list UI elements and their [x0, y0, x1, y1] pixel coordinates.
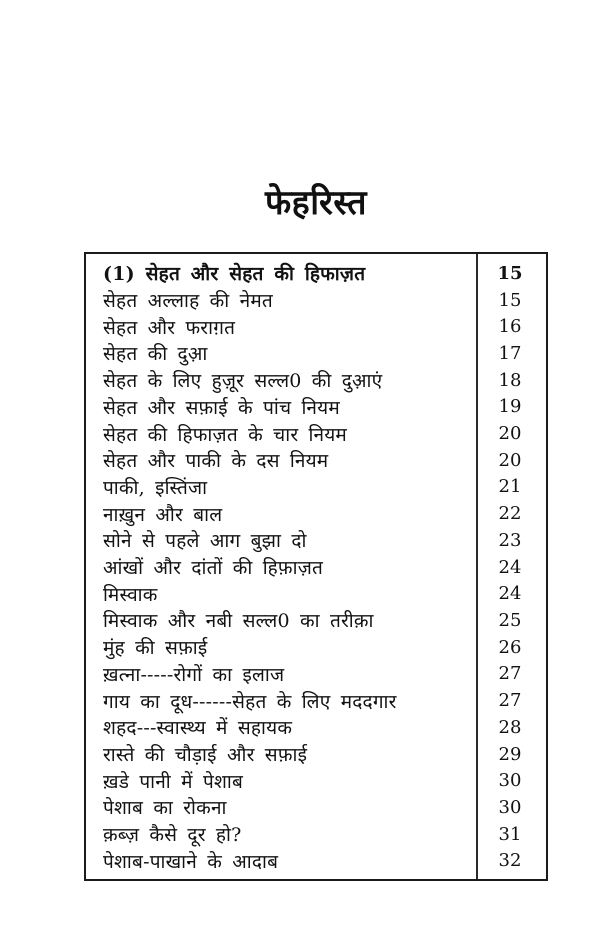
toc-entry-page: 17 — [498, 342, 522, 364]
toc-entry-page: 20 — [498, 449, 522, 471]
page-title: फेहरिस्त — [264, 183, 368, 223]
toc-entry-title: पेशाब-पाखाने के आदाब — [103, 850, 279, 873]
toc-entry-title: सेहत की दुआ़ — [103, 343, 208, 366]
toc-entry-title: सोने से पहले आग बुझा दो — [103, 530, 307, 553]
toc-entry-title: मिस्वाक — [103, 583, 158, 606]
toc-entry-title: क़ब्ज़ कैसे दूर हो? — [103, 824, 242, 847]
toc-entry-page: 15 — [498, 289, 522, 311]
toc-entry-title: सेहत की हिफाज़त के चार नियम — [103, 423, 347, 446]
toc-entry-page: 32 — [498, 850, 522, 872]
toc-entry-page: 31 — [498, 823, 522, 845]
toc-entry-page: 18 — [498, 369, 522, 391]
toc-entry-title: (1) सेहत और सेहत की हिफाज़त — [103, 263, 366, 286]
toc-entry-title: सेहत अल्लाह की नेमत — [103, 290, 273, 313]
toc-entry-page: 25 — [498, 609, 522, 631]
toc-entry-title: पाकी, इस्तिंजा — [103, 476, 208, 499]
toc-entry-title: सेहत के लिए हुज़ूर सल्ल0 की दुआ़एं — [103, 370, 383, 393]
toc-entry-title: ख़त्ना-----रोगों का इलाज — [103, 663, 285, 686]
toc-entry-page: 15 — [497, 262, 523, 284]
toc-entry-title: रास्ते की चौड़ाई और सफ़ाई — [103, 744, 308, 766]
toc-entry-title: पेशाब का रोकना — [103, 797, 227, 820]
toc-entry-title: सेहत और पाकी के दस नियम — [103, 450, 329, 473]
toc-entry-page: 21 — [498, 476, 522, 498]
toc-entry-title: मिस्वाक और नबी सल्ल0 का तरीक़ा — [103, 610, 374, 633]
toc-entry-title: मुंह की सफ़ाई — [103, 637, 208, 660]
toc-entry-page: 30 — [498, 796, 522, 818]
toc-column-divider — [476, 254, 478, 879]
toc-entry-title: गाय का दूध------सेहत के लिए मददगार — [103, 690, 397, 713]
toc-entry-page: 19 — [498, 396, 522, 418]
toc-entry-title: सेहत और फराग़त — [103, 316, 236, 339]
toc-entry-page: 27 — [498, 663, 522, 685]
toc-entry-page: 30 — [498, 770, 522, 792]
toc-entry-page: 20 — [498, 423, 522, 445]
toc-entry-page: 23 — [498, 529, 522, 551]
toc-entry-page: 29 — [498, 743, 522, 765]
toc-entry-title: आंखों और दांतों की हिफ़ाज़त — [103, 557, 324, 580]
toc-entry-title: ख़डे पानी में पेशाब — [103, 770, 244, 793]
toc-entry-page: 28 — [498, 716, 522, 738]
toc-entry-page: 24 — [498, 556, 522, 578]
toc-entry-page: 16 — [498, 316, 522, 338]
toc-entry-title: शहद---स्वास्थ्य में सहायक — [103, 717, 293, 740]
toc-entry-page: 26 — [498, 636, 522, 658]
toc-entry-title: सेहत और सफ़ाई के पांच नियम — [103, 396, 340, 419]
toc-entry-title: नाख़ुन और बाल — [103, 503, 223, 526]
toc-table — [84, 252, 548, 881]
toc-entry-page: 27 — [498, 690, 522, 712]
toc-entry-page: 24 — [498, 583, 522, 605]
toc-entry-page: 22 — [498, 503, 522, 525]
